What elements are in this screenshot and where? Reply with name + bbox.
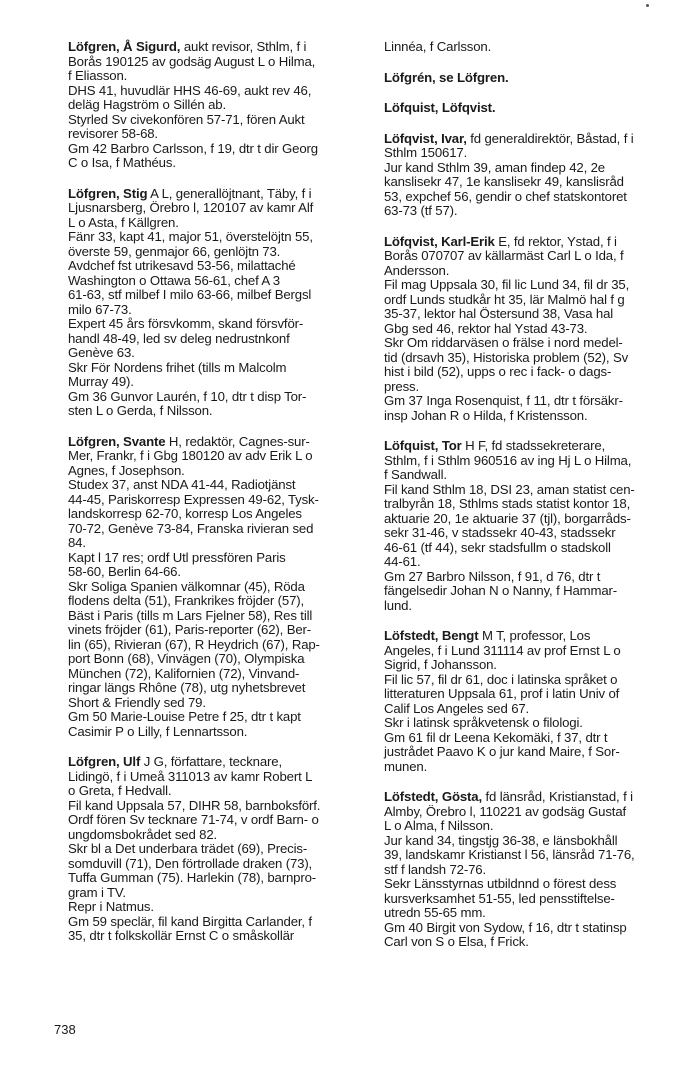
entry-line: revisorer 58-68. <box>68 126 158 141</box>
entry-line: stf f landsh 72-76. <box>384 861 486 877</box>
entry-line: tid (drsavh 35), Historiska problem (52), Sv <box>384 349 629 365</box>
entry-text: H, redaktör, Cagnes-sur- <box>165 433 310 449</box>
entry-line: kursverksamhet 51-55, led pensstiftelse- <box>384 890 615 906</box>
entry-line: Gm 42 Barbro Carlsson, f 19, dtr t dir Georg <box>68 140 318 156</box>
entry-line: deläg Hagström o Sillén ab. <box>68 97 226 112</box>
entry-line: överste 59, genmajor 66, genlöjtn 73. <box>68 243 281 259</box>
entry-line: 35, dtr t folkskollär Ernst C o småskollär <box>68 928 295 943</box>
entry-line: landskorresp 62-70, korresp Los Angeles <box>68 506 302 521</box>
entry-line: C o Isa, f Mathéus. <box>68 155 176 170</box>
entry-line: 63-73 (tf 57). <box>384 203 458 218</box>
entry-line: Genève 63. <box>68 345 135 360</box>
right-column <box>384 40 676 966</box>
entry-line: Fänr 33, kapt 41, major 51, överstelöjtn 55, <box>68 229 313 244</box>
right-entries <box>384 132 676 950</box>
entry-line: o Greta, f Hedvall. <box>68 783 172 798</box>
entry-line: Styrled Sv civekonfören 57-71, fören Aukt <box>68 111 305 127</box>
entry-line: lin (65), Rivieran (67), R Heydrich (67), Rap- <box>68 636 320 652</box>
entry-name: Löfqvist, Ivar, <box>384 130 467 146</box>
entry-line: ungdomsbokrådet sed 82. <box>68 826 218 842</box>
entry-first-line <box>68 187 364 202</box>
entry-line: Andersson. <box>384 262 450 278</box>
entry-first-line <box>384 790 676 805</box>
entry-line: Jur kand Sthlm 39, aman findep 42, 2e <box>384 159 605 175</box>
entry-line: 61-63, stf milbef I milo 63-66, milbef Bergsl <box>68 287 312 302</box>
entry-line: f Eliasson. <box>68 68 128 83</box>
entry-line: Skr Soliga Spanien välkomnar (45), Röda <box>68 578 305 594</box>
entry-line: München (72), Kalifornien (72), Vinvand- <box>68 665 300 681</box>
entry-line: Skr Om riddarväsen o frälse i nord medel- <box>384 335 623 350</box>
entry-line: Repr i Natmus. <box>68 899 154 914</box>
entry-line: Kapt l 17 res; ordf Utl pressfören Paris <box>68 549 286 565</box>
entry-line: Murray 49). <box>68 374 134 389</box>
biography-entry <box>384 132 676 219</box>
entry-line: Calif Los Angeles sed 67. <box>384 700 530 716</box>
entry-name: Löfgren, Stig <box>68 185 148 201</box>
entry-line: aktuarie 20, 1e aktuarie 37 (tjl), borgarråds- <box>384 510 631 526</box>
entry-line: kanslisekr 47, 1e kanslisekr 49, kanslisråd <box>384 174 624 189</box>
entry-first-line <box>384 235 676 250</box>
entry-text: J G, författare, tecknare, <box>140 754 282 769</box>
entry-line: gram i TV. <box>68 884 126 900</box>
entry-text: A L, generallöjtnant, Täby, f i <box>147 185 312 201</box>
entry-name: Löfgren, Ulf <box>68 754 141 769</box>
entry-first-line <box>68 40 364 55</box>
entry-line: 58-60, Berlin 64-66. <box>68 564 181 579</box>
entry-line: 53, expchef 56, gendir o chef statskontoret <box>384 188 627 204</box>
entry-first-line <box>384 629 676 644</box>
entry-first-line <box>68 435 364 450</box>
entry-line: 35-37, lektor hal Östersund 38, Vasa hal <box>384 306 614 321</box>
entry-line: Jur kand 34, tingstjg 36-38, e länsbokhåll <box>384 832 618 848</box>
entry-name: Löfgren, Svante <box>68 433 166 449</box>
entry-line: Gm 36 Gunvor Laurén, f 10, dtr t disp Tor- <box>68 388 307 404</box>
entry-line: DHS 41, huvudlär HHS 46-69, aukt rev 46, <box>68 82 312 98</box>
entry-text: fd generaldirektör, Båstad, f i <box>466 130 634 146</box>
entry-line: utredn 55-65 mm. <box>384 905 486 920</box>
entry-line: Sthlm 150617. <box>384 145 468 160</box>
entry-line: 84. <box>68 535 86 550</box>
entry-line: vinets fröjder (61), Paris-reporter (62), Ber- <box>68 622 312 637</box>
entry-line: 46-61 (tf 44), sekr stadsfullm o stadskoll <box>384 539 611 555</box>
entry-line: Mer, Frankr, f i Gbg 180120 av adv Erik L o <box>68 448 313 463</box>
entry-line: ordf Lunds studkår ht 35, lär Malmö hal f g <box>384 291 625 307</box>
biography-entry <box>68 435 364 740</box>
entry-line: L o Asta, f Källgren. <box>68 214 179 230</box>
entry-line: L o Alma, f Nilsson. <box>384 818 494 833</box>
entry-first-line <box>384 439 676 454</box>
continuation-line: Linnéa, f Carlsson. <box>384 39 492 54</box>
entry-name: Löfquist, Tor <box>384 438 462 453</box>
entry-line: 44-61. <box>384 554 421 569</box>
entry-line: press. <box>384 378 420 394</box>
biography-entry <box>384 439 676 613</box>
entry-line: Studex 37, anst NDA 41-44, Radiotjänst <box>68 477 296 492</box>
entry-line: Gm 27 Barbro Nilsson, f 91, d 76, dtr t <box>384 568 601 584</box>
biography-entry <box>68 187 364 419</box>
entry-line: 44-45, Pariskorresp Expressen 49-62, Tysk- <box>68 491 319 507</box>
entry-line: Carl von S o Elsa, f Frick. <box>384 934 529 949</box>
entry-line: Fil kand Uppsala 57, DIHR 58, barnboksförf. <box>68 797 321 813</box>
entry-line: Casimir P o Lilly, f Lennartsson. <box>68 723 248 739</box>
entry-line: f Sandwall. <box>384 467 447 482</box>
entry-line: Bäst i Paris (tills m Lars Fjelner 58), Res till <box>68 607 313 623</box>
entry-line: sten L o Gerda, f Nilsson. <box>68 403 213 418</box>
entry-line: Avdchef fst utrikesavd 53-56, milattaché <box>68 258 296 273</box>
entry-line: Fil lic 57, fil dr 61, doc i latinska språket o <box>384 671 618 687</box>
entry-line: Gm 37 Inga Rosenquist, f 11, dtr t försäkr- <box>384 393 623 408</box>
entry-line: milo 67-73. <box>68 301 132 317</box>
entry-text: M T, professor, Los <box>478 628 591 643</box>
entry-line: Angeles, f i Lund 311114 av prof Ernst L o <box>384 642 621 658</box>
entry-line: Agnes, f Josephson. <box>68 462 185 478</box>
entry-line: Sekr Länsstyrnas utbildnnd o förest dess <box>384 876 617 891</box>
entry-name: Löfgren, Å Sigurd, <box>68 39 181 54</box>
entry-line: somduvill (71), Den förtrollade draken (73), <box>68 855 313 871</box>
entry-text: H F, fd stadssekreterare, <box>461 438 606 453</box>
entry-line: Gm 50 Marie-Louise Petre f 25, dtr t kapt <box>68 709 301 724</box>
entry-line: lund. <box>384 597 412 613</box>
entry-line: Tuffa Gumman (75). Harlekin (78), barnpro- <box>68 870 317 885</box>
biography-entry <box>384 629 676 774</box>
entry-line: ringar längs Rhône (78), utg nyhetsbrevet <box>68 680 306 695</box>
entry-text: E, fd rektor, Ystad, f i <box>494 233 617 249</box>
entry-line: Washington o Ottawa 56-61, chef A 3 <box>68 272 280 288</box>
entry-line: 39, landskamr Kristianst l 56, länsråd 71-76, <box>384 847 635 862</box>
continuation-text <box>384 40 676 55</box>
page-number: 738 <box>54 1022 76 1037</box>
entry-line: fängelsedir Johan N o Nanny, f Hammar- <box>384 583 618 598</box>
entry-line: Borås 190125 av godsäg August L o Hilma, <box>68 53 316 69</box>
entry-line: Sthlm, f i Sthlm 960516 av ing Hj L o Hilma, <box>384 452 632 468</box>
biography-entry <box>68 40 364 171</box>
entry-line: 70-72, Genève 73-84, Franska rivieran sed <box>68 520 314 536</box>
entry-line: Gm 40 Birgit von Sydow, f 16, dtr t statinsp <box>384 919 627 935</box>
entry-line: Expert 45 års försvkomm, skand försvför- <box>68 316 304 331</box>
cross-reference: Löfquist, Löfqvist. <box>384 100 496 115</box>
entry-line: Short & Friendly sed 79. <box>68 694 206 710</box>
entry-line: tralbyrån 18, Sthlms stads statist kontor 18, <box>384 496 631 511</box>
entry-line: Borås 070707 av källarmäst Carl L o Ida, f <box>384 248 624 263</box>
entry-line: sekr 31-46, v stadssekr 40-43, stadssekr <box>384 525 616 540</box>
entry-line: Fil mag Uppsala 30, fil lic Lund 34, fil dr 35, <box>384 277 630 292</box>
entry-line: Skr i latinsk språkvetensk o filologi. <box>384 715 583 730</box>
entry-line: munen. <box>384 758 428 774</box>
entry-line: Almby, Örebro l, 110221 av godsäg Gustaf <box>384 803 627 819</box>
entry-line: hist i bild (52), upps o rec i fack- o dags- <box>384 364 612 379</box>
entry-line: Gm 61 fil dr Leena Kekomäki, f 37, dtr t <box>384 729 608 745</box>
entry-line: Ljusnarsberg, Örebro l, 120107 av kamr Alf <box>68 200 314 215</box>
biography-entry <box>384 235 676 424</box>
entry-line: justrådet Paavo K o jur kand Maire, f Sor- <box>384 744 620 759</box>
entry-line: Ordf fören Sv tecknare 71-74, v ordf Barn- o <box>68 812 319 827</box>
entry-line: port Bonn (68), Vinvägen (70), Olympiska <box>68 651 305 666</box>
cross-reference: Löfgrén, se Löfgren. <box>384 69 509 85</box>
entry-line: Fil kand Sthlm 18, DSI 23, aman statist cen- <box>384 481 635 497</box>
entry-name: Löfstedt, Bengt <box>384 628 479 643</box>
entry-first-line <box>384 132 676 147</box>
scan-speck <box>646 4 649 7</box>
entry-line: handl 48-49, led sv deleg nedrustnkonf <box>68 330 290 346</box>
entry-line: Gm 59 speclär, fil kand Birgitta Carlander, f <box>68 913 312 929</box>
entry-line: Gbg sed 46, rektor hal Ystad 43-73. <box>384 320 588 336</box>
entry-name: Löfqvist, Karl-Erik <box>384 233 495 249</box>
entry-text: fd länsråd, Kristianstad, f i <box>481 789 633 804</box>
entry-line: insp Johan R o Hilda, f Kristensson. <box>384 407 588 423</box>
biography-entry <box>68 755 364 944</box>
entry-text: aukt revisor, Sthlm, f i <box>180 39 307 54</box>
entry-line: Skr För Nordens frihet (tills m Malcolm <box>68 359 287 375</box>
entry-name: Löfstedt, Gösta, <box>384 789 482 804</box>
entry-line: Skr bl a Det underbara trädet (69), Precis- <box>68 841 308 856</box>
biography-entry <box>384 790 676 950</box>
entry-line: Sigrid, f Johansson. <box>384 657 497 672</box>
entry-line: Lidingö, f i Umeå 311013 av kamr Robert L <box>68 768 313 784</box>
entry-first-line <box>68 755 364 770</box>
entry-line: flodens delta (51), Frankrikes fröjder (57), <box>68 593 305 608</box>
entry-line: litteraturen Uppsala 61, prof i latin Univ of <box>384 686 620 701</box>
left-column <box>68 40 364 960</box>
